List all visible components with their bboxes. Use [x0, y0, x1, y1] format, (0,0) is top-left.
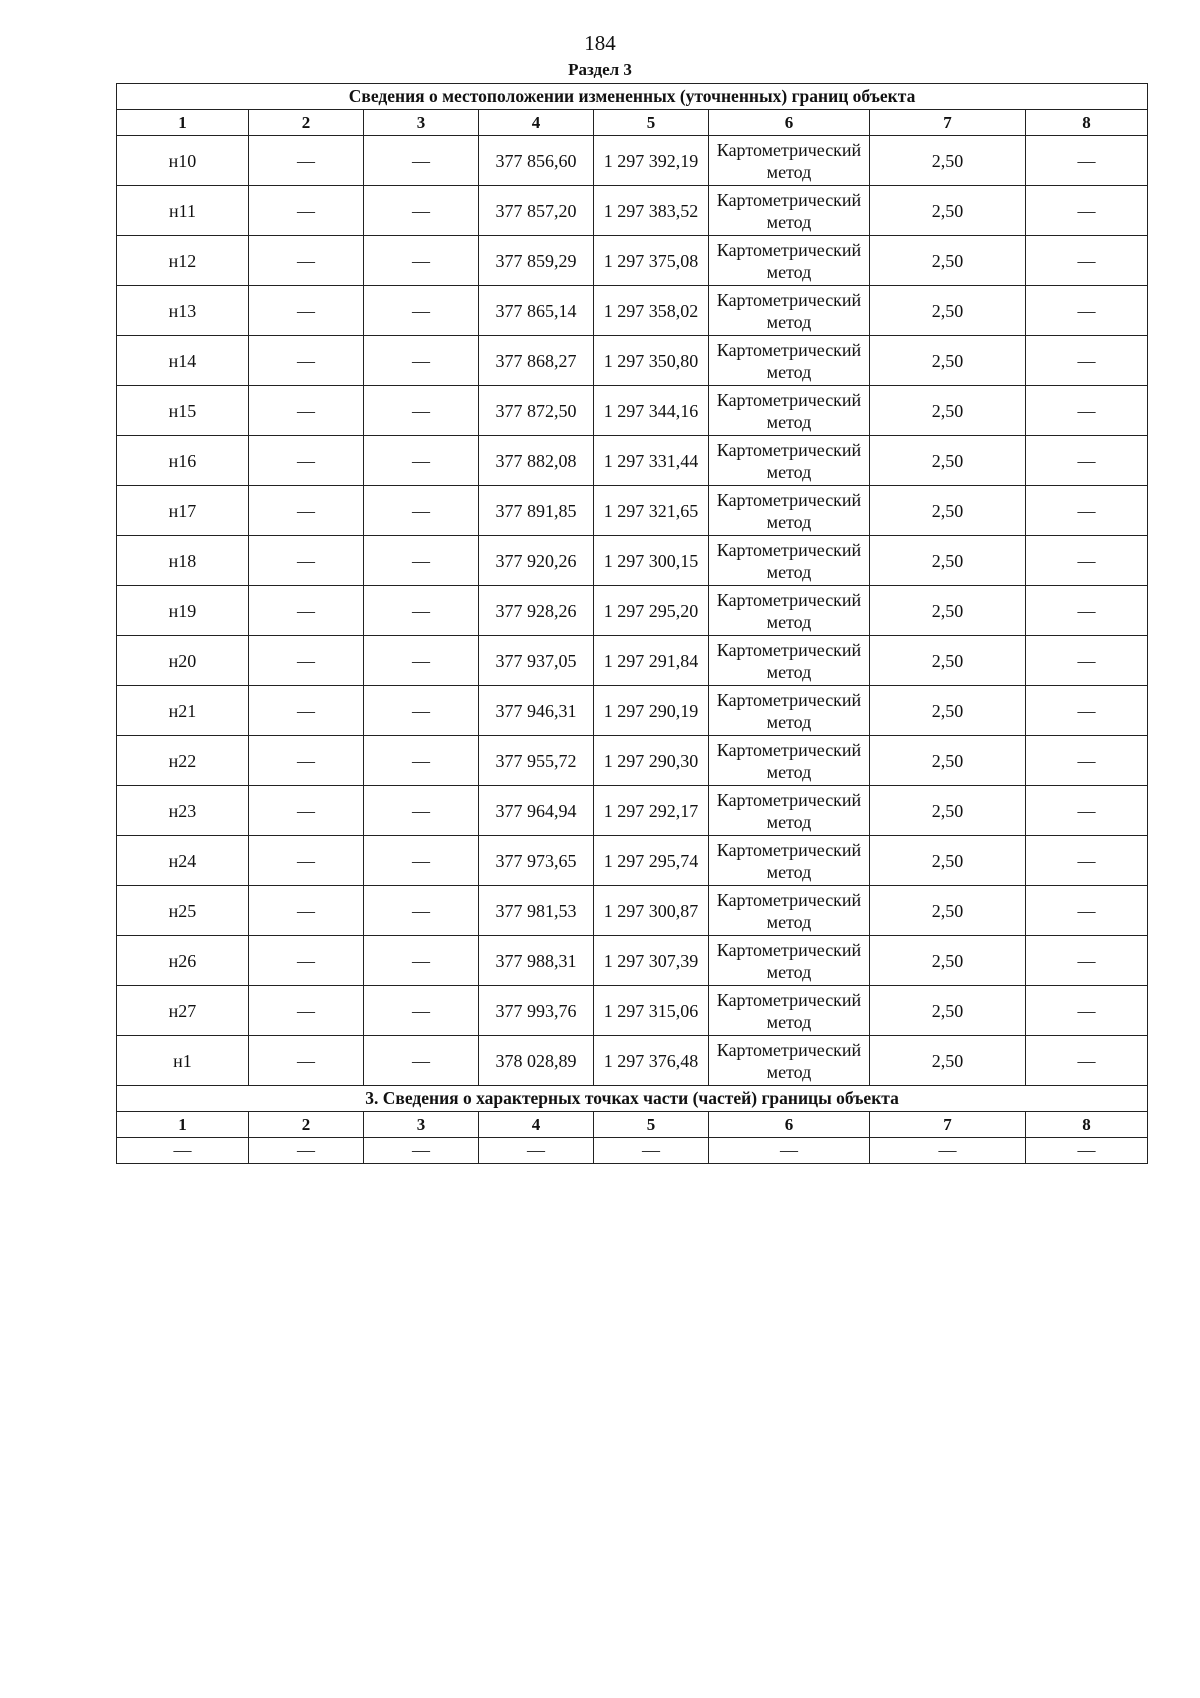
table-cell-1: н23 [117, 786, 249, 836]
table-cell-3: — [364, 986, 479, 1036]
table-row [117, 636, 1148, 686]
part-column-header: 3 [364, 1112, 479, 1138]
method-text: Картометрический метод [716, 139, 862, 182]
table-cell-7: 2,50 [870, 936, 1026, 986]
table-cell-4: 377 868,27 [479, 336, 594, 386]
table-cell-5: 1 297 295,74 [594, 836, 709, 886]
table-cell-7: 2,50 [870, 736, 1026, 786]
table-cell-7: 2,50 [870, 986, 1026, 1036]
part-table-cell-6: — [709, 1138, 870, 1164]
table-cell-8: — [1026, 486, 1148, 536]
table-cell-2: — [249, 386, 364, 436]
table-row [117, 136, 1148, 186]
column-header: 3 [364, 110, 479, 136]
part-table-cell-1: — [117, 1138, 249, 1164]
table-row [117, 986, 1148, 1036]
table-cell-1: н10 [117, 136, 249, 186]
table-cell-4: 377 988,31 [479, 936, 594, 986]
table-cell-3: — [364, 536, 479, 586]
table-cell-1: н18 [117, 536, 249, 586]
table-cell-7: 2,50 [870, 136, 1026, 186]
part-table-cell-8: — [1026, 1138, 1148, 1164]
table-cell-4: 378 028,89 [479, 1036, 594, 1086]
table-cell-8: — [1026, 236, 1148, 286]
table-cell-3: — [364, 386, 479, 436]
table-row [117, 286, 1148, 336]
table-cell-7: 2,50 [870, 236, 1026, 286]
table-cell-2: — [249, 836, 364, 886]
method-text: Картометрический метод [716, 239, 862, 282]
table-cell-6 [709, 686, 870, 736]
part-column-header: 4 [479, 1112, 594, 1138]
part-table-cell-2: — [249, 1138, 364, 1164]
table-cell-4: 377 981,53 [479, 886, 594, 936]
table-cell-7: 2,50 [870, 636, 1026, 686]
table-cell-2: — [249, 586, 364, 636]
table-cell-3: — [364, 936, 479, 986]
table-cell-1: н12 [117, 236, 249, 286]
table-cell-1: н27 [117, 986, 249, 1036]
table-cell-7: 2,50 [870, 786, 1026, 836]
table-cell-1: н13 [117, 286, 249, 336]
table-cell-1: н11 [117, 186, 249, 236]
table-cell-8: — [1026, 336, 1148, 386]
part-column-header: 1 [117, 1112, 249, 1138]
table-row [117, 386, 1148, 436]
table-cell-8: — [1026, 786, 1148, 836]
table-cell-1: н21 [117, 686, 249, 736]
table-cell-8: — [1026, 636, 1148, 686]
table-cell-3: — [364, 636, 479, 686]
column-header: 5 [594, 110, 709, 136]
table-title-row [117, 84, 1148, 110]
table-cell-1: н16 [117, 436, 249, 486]
part-table-row [117, 1138, 1148, 1164]
table-cell-6 [709, 436, 870, 486]
section-title: Раздел 3 [568, 60, 632, 79]
table-cell-1: н25 [117, 886, 249, 936]
table-cell-7: 2,50 [870, 886, 1026, 936]
table-row [117, 486, 1148, 536]
table-row [117, 336, 1148, 386]
part-section-title-row [117, 1086, 1148, 1112]
table-cell-4: 377 891,85 [479, 486, 594, 536]
table-cell-2: — [249, 536, 364, 586]
method-text: Картометрический метод [716, 939, 862, 982]
table-cell-6 [709, 636, 870, 686]
table-cell-2: — [249, 786, 364, 836]
table-cell-8: — [1026, 886, 1148, 936]
table-cell-6 [709, 886, 870, 936]
table-cell-1: н15 [117, 386, 249, 436]
table-cell-3: — [364, 336, 479, 386]
table-cell-6 [709, 286, 870, 336]
table-cell-3: — [364, 836, 479, 886]
column-header: 4 [479, 110, 594, 136]
table-row [117, 236, 1148, 286]
table-cell-6 [709, 936, 870, 986]
method-text: Картометрический метод [716, 589, 862, 632]
table-cell-4: 377 955,72 [479, 736, 594, 786]
table-cell-7: 2,50 [870, 286, 1026, 336]
column-header: 8 [1026, 110, 1148, 136]
table-cell-4: 377 946,31 [479, 686, 594, 736]
table-cell-3: — [364, 586, 479, 636]
table-cell-2: — [249, 936, 364, 986]
method-text: Картометрический метод [716, 989, 862, 1032]
method-text: Картометрический метод [716, 189, 862, 232]
column-header: 1 [117, 110, 249, 136]
table-cell-3: — [364, 286, 479, 336]
table-cell-8: — [1026, 436, 1148, 486]
table-row [117, 886, 1148, 936]
table-cell-3: — [364, 886, 479, 936]
table-cell-8: — [1026, 986, 1148, 1036]
table-cell-2: — [249, 136, 364, 186]
table-cell-6 [709, 336, 870, 386]
table-cell-5: 1 297 291,84 [594, 636, 709, 686]
table-cell-6 [709, 386, 870, 436]
table-cell-1: н1 [117, 1036, 249, 1086]
table-cell-1: н24 [117, 836, 249, 886]
table-cell-2: — [249, 1036, 364, 1086]
table-cell-5: 1 297 350,80 [594, 336, 709, 386]
table-cell-8: — [1026, 836, 1148, 886]
table-cell-2: — [249, 186, 364, 236]
table-cell-3: — [364, 136, 479, 186]
table-cell-4: 377 973,65 [479, 836, 594, 886]
table-cell-6 [709, 186, 870, 236]
table-cell-8: — [1026, 186, 1148, 236]
page-number: 184 [584, 31, 616, 55]
table-cell-3: — [364, 736, 479, 786]
table-cell-7: 2,50 [870, 186, 1026, 236]
table-cell-1: н14 [117, 336, 249, 386]
table-cell-5: 1 297 290,30 [594, 736, 709, 786]
table-cell-4: 377 937,05 [479, 636, 594, 686]
part-table-cell-5: — [594, 1138, 709, 1164]
table-cell-3: — [364, 486, 479, 536]
table-row [117, 1036, 1148, 1086]
table-row [117, 936, 1148, 986]
table-cell-6 [709, 586, 870, 636]
column-header-row [117, 110, 1148, 136]
table-row [117, 686, 1148, 736]
method-text: Картометрический метод [716, 389, 862, 432]
table-body [117, 84, 1148, 1164]
table-cell-5: 1 297 375,08 [594, 236, 709, 286]
table-cell-3: — [364, 686, 479, 736]
method-text: Картометрический метод [716, 889, 862, 932]
table-cell-7: 2,50 [870, 536, 1026, 586]
method-text: Картометрический метод [716, 739, 862, 782]
table-row [117, 436, 1148, 486]
table-cell-2: — [249, 486, 364, 536]
table-row [117, 586, 1148, 636]
table-cell-4: 377 993,76 [479, 986, 594, 1036]
part-column-header: 2 [249, 1112, 364, 1138]
table-cell-8: — [1026, 536, 1148, 586]
table-cell-2: — [249, 636, 364, 686]
method-text: Картометрический метод [716, 339, 862, 382]
table-cell-4: 377 857,20 [479, 186, 594, 236]
table-cell-7: 2,50 [870, 1036, 1026, 1086]
table-cell-5: 1 297 300,87 [594, 886, 709, 936]
table-cell-6 [709, 786, 870, 836]
table-cell-4: 377 964,94 [479, 786, 594, 836]
table-cell-8: — [1026, 936, 1148, 986]
table-cell-7: 2,50 [870, 686, 1026, 736]
table-cell-4: 377 928,26 [479, 586, 594, 636]
table-cell-2: — [249, 436, 364, 486]
table-cell-6 [709, 536, 870, 586]
table-cell-5: 1 297 300,15 [594, 536, 709, 586]
part-table-cell-4: — [479, 1138, 594, 1164]
method-text: Картометрический метод [716, 1039, 862, 1082]
table-cell-6 [709, 236, 870, 286]
part-column-header: 8 [1026, 1112, 1148, 1138]
method-text: Картометрический метод [716, 289, 862, 332]
part-column-header-row [117, 1112, 1148, 1138]
column-header: 2 [249, 110, 364, 136]
table-cell-5: 1 297 315,06 [594, 986, 709, 1036]
table-cell-4: 377 856,60 [479, 136, 594, 186]
table-cell-5: 1 297 344,16 [594, 386, 709, 436]
boundary-table [116, 83, 1148, 1164]
table-row [117, 836, 1148, 886]
table-cell-4: 377 920,26 [479, 536, 594, 586]
table-cell-3: — [364, 1036, 479, 1086]
table-cell-2: — [249, 986, 364, 1036]
table-row [117, 786, 1148, 836]
column-header: 7 [870, 110, 1026, 136]
table-row [117, 736, 1148, 786]
table-cell-1: н22 [117, 736, 249, 786]
table-cell-7: 2,50 [870, 436, 1026, 486]
method-text: Картометрический метод [716, 789, 862, 832]
table-cell-5: 1 297 292,17 [594, 786, 709, 836]
table-cell-3: — [364, 786, 479, 836]
table-cell-3: — [364, 236, 479, 286]
table-title: Сведения о местоположении измененных (уточненных) границ объекта [117, 84, 1148, 110]
table-cell-5: 1 297 331,44 [594, 436, 709, 486]
table-cell-5: 1 297 383,52 [594, 186, 709, 236]
method-text: Картометрический метод [716, 639, 862, 682]
table-cell-2: — [249, 286, 364, 336]
method-text: Картометрический метод [716, 689, 862, 732]
part-table-cell-3: — [364, 1138, 479, 1164]
table-cell-1: н17 [117, 486, 249, 536]
part-column-header: 6 [709, 1112, 870, 1138]
table-cell-7: 2,50 [870, 586, 1026, 636]
method-text: Картометрический метод [716, 839, 862, 882]
part-column-header: 5 [594, 1112, 709, 1138]
table-cell-2: — [249, 236, 364, 286]
table-cell-2: — [249, 886, 364, 936]
table-cell-2: — [249, 336, 364, 386]
method-text: Картометрический метод [716, 489, 862, 532]
part-section-title: 3. Сведения о характерных точках части (частей) границы объекта [117, 1086, 1148, 1112]
table-cell-6 [709, 836, 870, 886]
table-cell-5: 1 297 358,02 [594, 286, 709, 336]
table-cell-8: — [1026, 286, 1148, 336]
table-cell-4: 377 872,50 [479, 386, 594, 436]
table-cell-8: — [1026, 736, 1148, 786]
table-cell-1: н19 [117, 586, 249, 636]
table-cell-3: — [364, 186, 479, 236]
part-column-header: 7 [870, 1112, 1026, 1138]
table-cell-7: 2,50 [870, 486, 1026, 536]
table-cell-1: н20 [117, 636, 249, 686]
table-cell-8: — [1026, 136, 1148, 186]
table-cell-6 [709, 486, 870, 536]
table-cell-8: — [1026, 1036, 1148, 1086]
table-cell-6 [709, 986, 870, 1036]
table-cell-4: 377 865,14 [479, 286, 594, 336]
table-cell-7: 2,50 [870, 386, 1026, 436]
table-cell-1: н26 [117, 936, 249, 986]
method-text: Картометрический метод [716, 539, 862, 582]
table-cell-5: 1 297 392,19 [594, 136, 709, 186]
table-cell-4: 377 882,08 [479, 436, 594, 486]
table-cell-6 [709, 136, 870, 186]
table-cell-8: — [1026, 686, 1148, 736]
part-table-cell-7: — [870, 1138, 1026, 1164]
table-cell-2: — [249, 686, 364, 736]
table-cell-7: 2,50 [870, 836, 1026, 886]
table-cell-8: — [1026, 386, 1148, 436]
table-row [117, 536, 1148, 586]
table-cell-8: — [1026, 586, 1148, 636]
table-cell-5: 1 297 307,39 [594, 936, 709, 986]
table-cell-4: 377 859,29 [479, 236, 594, 286]
table-cell-5: 1 297 321,65 [594, 486, 709, 536]
table-row [117, 186, 1148, 236]
table-cell-6 [709, 736, 870, 786]
table-cell-7: 2,50 [870, 336, 1026, 386]
table-cell-5: 1 297 376,48 [594, 1036, 709, 1086]
table-cell-5: 1 297 295,20 [594, 586, 709, 636]
table-cell-5: 1 297 290,19 [594, 686, 709, 736]
column-header: 6 [709, 110, 870, 136]
method-text: Картометрический метод [716, 439, 862, 482]
table-cell-6 [709, 1036, 870, 1086]
table-cell-3: — [364, 436, 479, 486]
table-cell-2: — [249, 736, 364, 786]
